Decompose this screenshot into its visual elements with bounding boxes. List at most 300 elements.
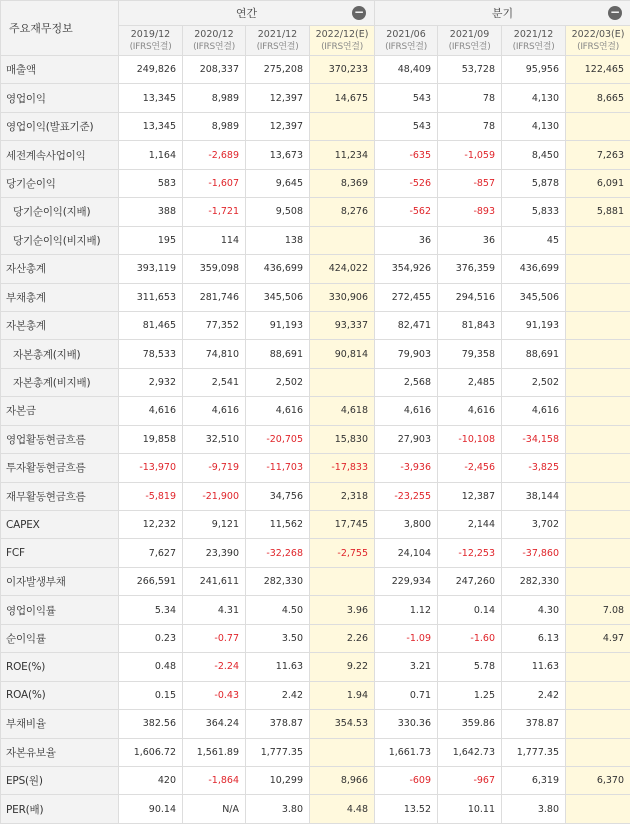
annual-label: 연간 bbox=[235, 7, 258, 20]
value-cell: 330,906 bbox=[310, 283, 375, 311]
value-cell: -1.60 bbox=[438, 624, 502, 652]
value-cell: 78,533 bbox=[119, 340, 183, 368]
value-cell: -2,456 bbox=[438, 454, 502, 482]
value-cell: 2,485 bbox=[438, 368, 502, 396]
value-cell: -967 bbox=[438, 766, 502, 794]
value-cell: 3.96 bbox=[310, 596, 375, 624]
value-cell: 36 bbox=[438, 226, 502, 254]
value-cell: 4,616 bbox=[438, 397, 502, 425]
value-cell: 81,843 bbox=[438, 311, 502, 339]
value-cell bbox=[566, 226, 630, 254]
value-cell: 91,193 bbox=[246, 311, 310, 339]
value-cell: 4,616 bbox=[375, 397, 438, 425]
table-row bbox=[1, 141, 630, 169]
value-cell bbox=[310, 738, 375, 766]
value-cell: 10.11 bbox=[438, 795, 502, 823]
value-cell: -21,900 bbox=[183, 482, 246, 510]
period-header bbox=[246, 26, 310, 56]
table-row bbox=[1, 653, 630, 681]
value-cell bbox=[310, 226, 375, 254]
value-cell: 382.56 bbox=[119, 710, 183, 738]
value-cell: 208,337 bbox=[183, 56, 246, 84]
row-label[interactable]: 영업이익(발표기준) bbox=[1, 112, 119, 140]
value-cell bbox=[566, 738, 630, 766]
value-cell: 12,232 bbox=[119, 511, 183, 539]
value-cell: 1.25 bbox=[438, 681, 502, 709]
value-cell: 5,878 bbox=[502, 169, 566, 197]
value-cell: 11.63 bbox=[246, 653, 310, 681]
value-cell: 1,777.35 bbox=[246, 738, 310, 766]
value-cell: -635 bbox=[375, 141, 438, 169]
row-label[interactable]: 자본총계 bbox=[1, 311, 119, 339]
value-cell: 2.42 bbox=[246, 681, 310, 709]
value-cell: 34,756 bbox=[246, 482, 310, 510]
value-cell: 91,193 bbox=[502, 311, 566, 339]
value-cell: 247,260 bbox=[438, 567, 502, 595]
value-cell: 4,130 bbox=[502, 84, 566, 112]
table-row bbox=[1, 738, 630, 766]
row-label[interactable]: ROA(%) bbox=[1, 681, 119, 709]
value-cell: 9.22 bbox=[310, 653, 375, 681]
value-cell: 78 bbox=[438, 84, 502, 112]
table-row bbox=[1, 454, 630, 482]
value-cell: 359.86 bbox=[438, 710, 502, 738]
value-cell: 88,691 bbox=[502, 340, 566, 368]
period-basis: (IFRS연결) bbox=[448, 41, 491, 52]
value-cell: 2,318 bbox=[310, 482, 375, 510]
value-cell: 241,611 bbox=[183, 567, 246, 595]
value-cell: 3,800 bbox=[375, 511, 438, 539]
row-label[interactable]: 자산총계 bbox=[1, 255, 119, 283]
value-cell: 0.15 bbox=[119, 681, 183, 709]
value-cell: -12,253 bbox=[438, 539, 502, 567]
value-cell: 13,673 bbox=[246, 141, 310, 169]
value-cell: 7,263 bbox=[566, 141, 630, 169]
value-cell: 543 bbox=[375, 84, 438, 112]
value-cell: -893 bbox=[438, 198, 502, 226]
period-basis: (IFRS연결) bbox=[385, 41, 427, 52]
row-label[interactable]: PER(배) bbox=[1, 795, 119, 823]
value-cell: 5.34 bbox=[119, 596, 183, 624]
value-cell: 2.42 bbox=[502, 681, 566, 709]
value-cell: 6,370 bbox=[566, 766, 630, 794]
value-cell: 364.24 bbox=[183, 710, 246, 738]
table-row bbox=[1, 255, 630, 283]
period-header bbox=[375, 26, 438, 56]
value-cell: 0.14 bbox=[438, 596, 502, 624]
value-cell: 5,833 bbox=[502, 198, 566, 226]
value-cell bbox=[566, 482, 630, 510]
value-cell: 122,465 bbox=[566, 56, 630, 84]
row-label[interactable]: CAPEX bbox=[1, 511, 119, 539]
value-cell: 8,369 bbox=[310, 169, 375, 197]
value-cell: 6,091 bbox=[566, 169, 630, 197]
row-label[interactable]: FCF bbox=[1, 539, 119, 567]
value-cell: 436,699 bbox=[246, 255, 310, 283]
corner-label: 주요재무정보 bbox=[1, 1, 119, 56]
value-cell: -23,255 bbox=[375, 482, 438, 510]
value-cell: 393,119 bbox=[119, 255, 183, 283]
value-cell: 9,508 bbox=[246, 198, 310, 226]
period-basis: (IFRS연결) bbox=[193, 41, 235, 52]
value-cell: 82,471 bbox=[375, 311, 438, 339]
table-row bbox=[1, 425, 630, 453]
value-cell: 266,591 bbox=[119, 567, 183, 595]
row-label[interactable]: 자본금 bbox=[1, 397, 119, 425]
period-basis: (IFRS연결) bbox=[321, 41, 363, 52]
table-row bbox=[1, 112, 630, 140]
value-cell: 420 bbox=[119, 766, 183, 794]
value-cell: 5,881 bbox=[566, 198, 630, 226]
row-label[interactable]: 영업활동현금흐름 bbox=[1, 425, 119, 453]
table-row bbox=[1, 567, 630, 595]
value-cell: -0.43 bbox=[183, 681, 246, 709]
value-cell: -562 bbox=[375, 198, 438, 226]
value-cell: 138 bbox=[246, 226, 310, 254]
value-cell: 294,516 bbox=[438, 283, 502, 311]
value-cell: 1.94 bbox=[310, 681, 375, 709]
value-cell: 8,966 bbox=[310, 766, 375, 794]
value-cell: 3.21 bbox=[375, 653, 438, 681]
value-cell: 2,932 bbox=[119, 368, 183, 396]
value-cell: 195 bbox=[119, 226, 183, 254]
value-cell: -857 bbox=[438, 169, 502, 197]
value-cell: 4.31 bbox=[183, 596, 246, 624]
value-cell: -0.77 bbox=[183, 624, 246, 652]
value-cell: 36 bbox=[375, 226, 438, 254]
value-cell: 8,276 bbox=[310, 198, 375, 226]
row-label[interactable]: 당기순이익(비지배) bbox=[1, 226, 119, 254]
value-cell: 11.63 bbox=[502, 653, 566, 681]
collapse-annual-icon[interactable]: − bbox=[353, 5, 365, 19]
value-cell: -526 bbox=[375, 169, 438, 197]
period-date: 2021/12 bbox=[257, 28, 298, 40]
table-header bbox=[1, 1, 630, 56]
value-cell: -3,825 bbox=[502, 454, 566, 482]
value-cell: 15,830 bbox=[310, 425, 375, 453]
period-date: 2022/12(E) bbox=[315, 28, 369, 40]
value-cell: 0.23 bbox=[119, 624, 183, 652]
value-cell: 229,934 bbox=[375, 567, 438, 595]
row-label[interactable]: 투자활동현금흐름 bbox=[1, 454, 119, 482]
value-cell: 12,387 bbox=[438, 482, 502, 510]
value-cell: -32,268 bbox=[246, 539, 310, 567]
value-cell: 8,665 bbox=[566, 84, 630, 112]
value-cell: 4,616 bbox=[246, 397, 310, 425]
period-header bbox=[438, 26, 502, 56]
value-cell: 4.48 bbox=[310, 795, 375, 823]
value-cell: 77,352 bbox=[183, 311, 246, 339]
value-cell: 13.52 bbox=[375, 795, 438, 823]
value-cell: -5,819 bbox=[119, 482, 183, 510]
value-cell: 2,144 bbox=[438, 511, 502, 539]
value-cell: 4,130 bbox=[502, 112, 566, 140]
period-basis: (IFRS연결) bbox=[129, 41, 172, 52]
row-label[interactable]: EPS(원) bbox=[1, 766, 119, 794]
table-row bbox=[1, 198, 630, 226]
value-cell bbox=[566, 255, 630, 283]
row-label[interactable]: 부채총계 bbox=[1, 283, 119, 311]
value-cell: -34,158 bbox=[502, 425, 566, 453]
row-label[interactable]: 자본총계(지배) bbox=[1, 340, 119, 368]
value-cell bbox=[310, 112, 375, 140]
value-cell bbox=[310, 368, 375, 396]
period-date: 2021/09 bbox=[449, 28, 490, 40]
value-cell: 359,098 bbox=[183, 255, 246, 283]
table-row bbox=[1, 710, 630, 738]
value-cell: 345,506 bbox=[502, 283, 566, 311]
value-cell: 11,234 bbox=[310, 141, 375, 169]
table-row bbox=[1, 596, 630, 624]
value-cell: 1,606.72 bbox=[119, 738, 183, 766]
table-row bbox=[1, 681, 630, 709]
value-cell: -9,719 bbox=[183, 454, 246, 482]
value-cell bbox=[566, 311, 630, 339]
value-cell: 4.30 bbox=[502, 596, 566, 624]
table-row bbox=[1, 368, 630, 396]
value-cell: 2,541 bbox=[183, 368, 246, 396]
value-cell: N/A bbox=[183, 795, 246, 823]
value-cell bbox=[566, 681, 630, 709]
value-cell: 6.13 bbox=[502, 624, 566, 652]
value-cell: 78 bbox=[438, 112, 502, 140]
value-cell bbox=[566, 653, 630, 681]
table-row bbox=[1, 311, 630, 339]
row-label[interactable]: 자본총계(비지배) bbox=[1, 368, 119, 396]
value-cell: -609 bbox=[375, 766, 438, 794]
value-cell: 4,618 bbox=[310, 397, 375, 425]
value-cell bbox=[566, 511, 630, 539]
period-date: 2022/03(E) bbox=[571, 28, 625, 40]
value-cell: 311,653 bbox=[119, 283, 183, 311]
value-cell bbox=[566, 397, 630, 425]
table-row bbox=[1, 340, 630, 368]
value-cell bbox=[566, 340, 630, 368]
value-cell: 2,502 bbox=[502, 368, 566, 396]
row-label[interactable]: 세전계속사업이익 bbox=[1, 141, 119, 169]
value-cell: 0.48 bbox=[119, 653, 183, 681]
value-cell: 114 bbox=[183, 226, 246, 254]
value-cell: 436,699 bbox=[502, 255, 566, 283]
value-cell: -20,705 bbox=[246, 425, 310, 453]
value-cell: 7,627 bbox=[119, 539, 183, 567]
value-cell: 543 bbox=[375, 112, 438, 140]
value-cell: 88,691 bbox=[246, 340, 310, 368]
value-cell: 378.87 bbox=[502, 710, 566, 738]
table-row bbox=[1, 482, 630, 510]
value-cell: 48,409 bbox=[375, 56, 438, 84]
value-cell: -1,721 bbox=[183, 198, 246, 226]
table-body bbox=[1, 56, 630, 824]
value-cell: 3.80 bbox=[502, 795, 566, 823]
row-label[interactable]: 당기순이익 bbox=[1, 169, 119, 197]
table-row bbox=[1, 84, 630, 112]
period-header bbox=[502, 26, 566, 56]
value-cell: -2,755 bbox=[310, 539, 375, 567]
value-cell: 11,562 bbox=[246, 511, 310, 539]
value-cell: 378.87 bbox=[246, 710, 310, 738]
value-cell: -1,864 bbox=[183, 766, 246, 794]
value-cell: 79,358 bbox=[438, 340, 502, 368]
period-basis: (IFRS연결) bbox=[577, 41, 619, 52]
value-cell: 32,510 bbox=[183, 425, 246, 453]
value-cell bbox=[566, 454, 630, 482]
value-cell: 7.08 bbox=[566, 596, 630, 624]
value-cell: 13,345 bbox=[119, 84, 183, 112]
value-cell: 9,121 bbox=[183, 511, 246, 539]
value-cell: 1,642.73 bbox=[438, 738, 502, 766]
value-cell bbox=[566, 112, 630, 140]
value-cell: -1.09 bbox=[375, 624, 438, 652]
value-cell: 45 bbox=[502, 226, 566, 254]
value-cell: 23,390 bbox=[183, 539, 246, 567]
value-cell: 3,702 bbox=[502, 511, 566, 539]
value-cell: 249,826 bbox=[119, 56, 183, 84]
value-cell: 38,144 bbox=[502, 482, 566, 510]
value-cell: 1,561.89 bbox=[183, 738, 246, 766]
value-cell: 1,661.73 bbox=[375, 738, 438, 766]
value-cell: -17,833 bbox=[310, 454, 375, 482]
period-basis: (IFRS연결) bbox=[256, 41, 299, 52]
value-cell: 1,164 bbox=[119, 141, 183, 169]
value-cell: 4.50 bbox=[246, 596, 310, 624]
value-cell: 9,645 bbox=[246, 169, 310, 197]
value-cell: 0.71 bbox=[375, 681, 438, 709]
value-cell: 8,450 bbox=[502, 141, 566, 169]
value-cell: 5.78 bbox=[438, 653, 502, 681]
row-label[interactable]: 매출액 bbox=[1, 56, 119, 84]
row-label[interactable]: 순이익률 bbox=[1, 624, 119, 652]
value-cell: 330.36 bbox=[375, 710, 438, 738]
quarter-group-header bbox=[375, 1, 630, 26]
period-date: 2021/06 bbox=[386, 28, 426, 40]
value-cell: 1,777.35 bbox=[502, 738, 566, 766]
value-cell: 12,397 bbox=[246, 112, 310, 140]
value-cell: -11,703 bbox=[246, 454, 310, 482]
value-cell: 354.53 bbox=[310, 710, 375, 738]
value-cell: -10,108 bbox=[438, 425, 502, 453]
value-cell: 10,299 bbox=[246, 766, 310, 794]
value-cell: 4,616 bbox=[119, 397, 183, 425]
table-row bbox=[1, 539, 630, 567]
value-cell: 354,926 bbox=[375, 255, 438, 283]
value-cell: -2,689 bbox=[183, 141, 246, 169]
value-cell: -37,860 bbox=[502, 539, 566, 567]
value-cell bbox=[566, 795, 630, 823]
value-cell: 95,956 bbox=[502, 56, 566, 84]
value-cell: 8,989 bbox=[183, 84, 246, 112]
period-date: 2021/12 bbox=[513, 28, 554, 40]
period-basis: (IFRS연결) bbox=[512, 41, 555, 52]
value-cell: 81,465 bbox=[119, 311, 183, 339]
value-cell bbox=[566, 539, 630, 567]
value-cell: -13,970 bbox=[119, 454, 183, 482]
value-cell bbox=[566, 283, 630, 311]
row-label[interactable]: 영업이익률 bbox=[1, 596, 119, 624]
value-cell: 27,903 bbox=[375, 425, 438, 453]
table-row bbox=[1, 511, 630, 539]
value-cell: 4,616 bbox=[183, 397, 246, 425]
collapse-quarter-icon[interactable]: − bbox=[610, 5, 621, 19]
value-cell: 282,330 bbox=[246, 567, 310, 595]
value-cell: 3.50 bbox=[246, 624, 310, 652]
row-label[interactable]: 재무활동현금흐름 bbox=[1, 482, 119, 510]
value-cell: 53,728 bbox=[438, 56, 502, 84]
value-cell: 74,810 bbox=[183, 340, 246, 368]
value-cell bbox=[566, 425, 630, 453]
value-cell: 14,675 bbox=[310, 84, 375, 112]
row-label[interactable]: ROE(%) bbox=[1, 653, 119, 681]
row-label[interactable]: 당기순이익(지배) bbox=[1, 198, 119, 226]
value-cell: 583 bbox=[119, 169, 183, 197]
value-cell: 2,568 bbox=[375, 368, 438, 396]
table-row bbox=[1, 397, 630, 425]
value-cell: 2.26 bbox=[310, 624, 375, 652]
value-cell: 6,319 bbox=[502, 766, 566, 794]
table-row bbox=[1, 169, 630, 197]
value-cell: 19,858 bbox=[119, 425, 183, 453]
value-cell: 275,208 bbox=[246, 56, 310, 84]
row-label[interactable]: 자본유보율 bbox=[1, 738, 119, 766]
value-cell: 282,330 bbox=[502, 567, 566, 595]
value-cell bbox=[566, 368, 630, 396]
table-row bbox=[1, 56, 630, 84]
period-header bbox=[566, 26, 630, 56]
value-cell: 1.12 bbox=[375, 596, 438, 624]
value-cell: -1,059 bbox=[438, 141, 502, 169]
value-cell bbox=[566, 567, 630, 595]
value-cell: 281,746 bbox=[183, 283, 246, 311]
table-row bbox=[1, 226, 630, 254]
period-header bbox=[310, 26, 375, 56]
value-cell: 24,104 bbox=[375, 539, 438, 567]
value-cell: 13,345 bbox=[119, 112, 183, 140]
table-row bbox=[1, 795, 630, 823]
period-date: 2020/12 bbox=[194, 28, 234, 40]
value-cell: 4.97 bbox=[566, 624, 630, 652]
value-cell: 17,745 bbox=[310, 511, 375, 539]
value-cell: 12,397 bbox=[246, 84, 310, 112]
value-cell: -3,936 bbox=[375, 454, 438, 482]
value-cell: 90,814 bbox=[310, 340, 375, 368]
value-cell: 345,506 bbox=[246, 283, 310, 311]
value-cell: 424,022 bbox=[310, 255, 375, 283]
value-cell: 3.80 bbox=[246, 795, 310, 823]
row-label[interactable]: 이자발생부채 bbox=[1, 567, 119, 595]
table-row bbox=[1, 766, 630, 794]
value-cell: 79,903 bbox=[375, 340, 438, 368]
row-label[interactable]: 영업이익 bbox=[1, 84, 119, 112]
value-cell: -2.24 bbox=[183, 653, 246, 681]
value-cell: -1,607 bbox=[183, 169, 246, 197]
value-cell bbox=[566, 710, 630, 738]
value-cell: 272,455 bbox=[375, 283, 438, 311]
value-cell: 370,233 bbox=[310, 56, 375, 84]
table-row bbox=[1, 624, 630, 652]
table-row bbox=[1, 283, 630, 311]
quarter-label: 분기 bbox=[491, 7, 514, 20]
value-cell bbox=[310, 567, 375, 595]
value-cell: 90.14 bbox=[119, 795, 183, 823]
value-cell: 376,359 bbox=[438, 255, 502, 283]
period-header bbox=[119, 26, 183, 56]
row-label[interactable]: 부채비율 bbox=[1, 710, 119, 738]
value-cell: 4,616 bbox=[502, 397, 566, 425]
annual-group-header bbox=[119, 1, 375, 26]
value-cell: 2,502 bbox=[246, 368, 310, 396]
value-cell: 93,337 bbox=[310, 311, 375, 339]
period-date: 2019/12 bbox=[130, 28, 171, 40]
